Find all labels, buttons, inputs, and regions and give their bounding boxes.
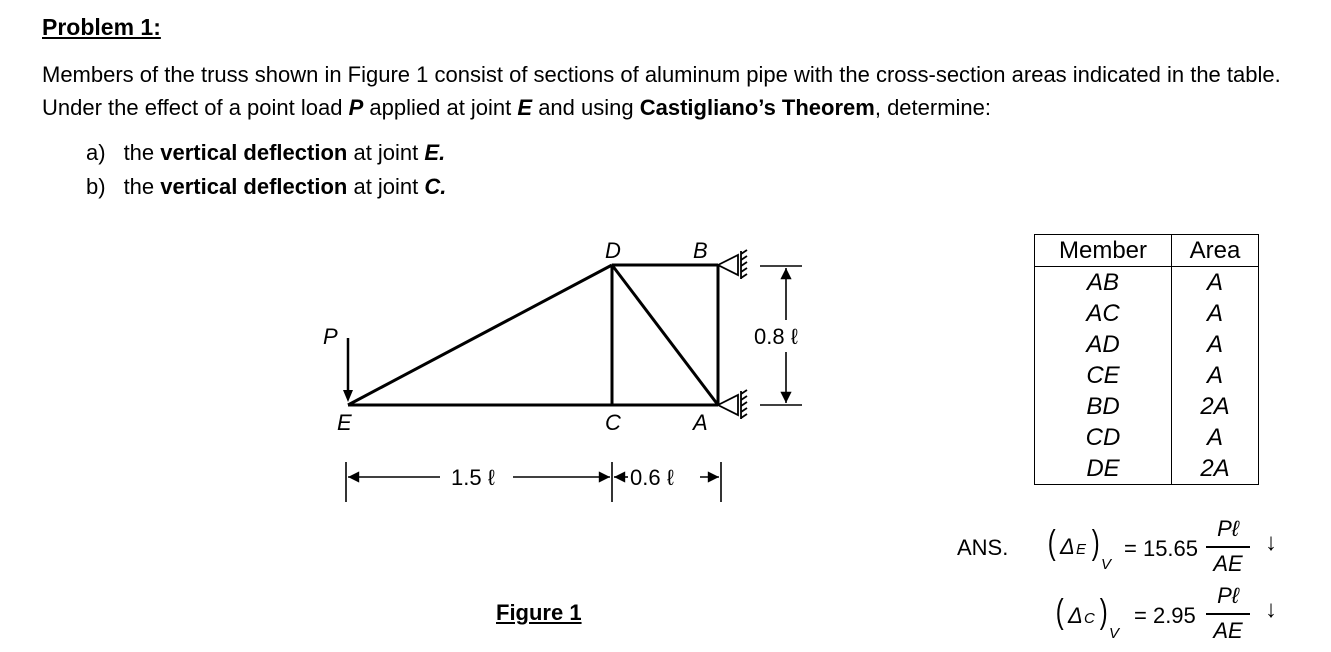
figure-caption: Figure 1 [496, 600, 582, 625]
fraction-bar [1206, 613, 1250, 615]
cell-area: 2A [1172, 453, 1259, 485]
down-arrow-icon: ↓ [1265, 529, 1277, 556]
table-row [1035, 298, 1259, 329]
paren-open: ( [1047, 524, 1056, 562]
cell-area: 2A [1172, 391, 1259, 422]
fraction-denominator: AE [1213, 551, 1243, 576]
cell-area: A [1172, 360, 1259, 391]
item-text: at joint [347, 174, 425, 199]
intro-text-1: Members of the truss shown in Figure 1 consist of sections of aluminum pipe with the cross-section areas indicated in the table. Under the effect of a point load [42, 62, 1281, 120]
fraction-numerator: Pℓ [1217, 583, 1239, 608]
dim-label-2: 0.6 ℓ [630, 465, 674, 490]
intro-text-4: , determine: [874, 95, 992, 120]
item-joint: C. [424, 174, 447, 199]
load-arrowhead-icon [343, 390, 353, 402]
member-DE [348, 265, 612, 405]
down-arrow-icon: ↓ [1265, 596, 1277, 623]
table-row [1035, 329, 1259, 360]
pin-support-icon [718, 250, 747, 279]
cell-member: AD [1035, 329, 1172, 360]
table-row [1035, 453, 1259, 485]
answer-c-value: = 2.95 [1134, 603, 1196, 628]
cell-member: AB [1035, 267, 1172, 299]
item-text: at joint [347, 140, 425, 165]
delta-symbol: Δ [1060, 534, 1075, 559]
member-area-table [1034, 234, 1259, 485]
problem-heading: Problem 1: [42, 14, 161, 40]
item-text: the [123, 140, 161, 165]
list-marker: a) [86, 140, 106, 165]
cell-area: A [1172, 298, 1259, 329]
pin-support-icon [718, 390, 747, 419]
table-row [1035, 391, 1259, 422]
delta-subscript: C [1084, 610, 1095, 627]
dim-label-1: 1.5 ℓ [451, 465, 495, 490]
delta-symbol: Δ [1068, 603, 1083, 628]
item-bold: vertical deflection [160, 140, 348, 165]
load-label-P: P [323, 324, 338, 349]
cell-member: DE [1035, 453, 1172, 485]
joint-symbol: E [517, 95, 533, 120]
table-row [1035, 422, 1259, 453]
paren-close: ) [1099, 593, 1108, 631]
fraction-denominator: AE [1213, 618, 1243, 643]
joint-label-D: D [605, 238, 621, 263]
fraction-numerator: Pℓ [1217, 516, 1239, 541]
answer-e-value: = 15.65 [1124, 536, 1199, 561]
cell-member: BD [1035, 391, 1172, 422]
cell-member: CD [1035, 422, 1172, 453]
fraction-bar [1206, 546, 1250, 548]
answer-label: ANS. [957, 535, 1009, 560]
intro-text-2: applied at joint [363, 95, 518, 120]
cell-area: A [1172, 422, 1259, 453]
v-subscript: V [1109, 625, 1120, 642]
joint-label-B: B [693, 238, 708, 263]
cell-area: A [1172, 329, 1259, 360]
joint-label-E: E [337, 410, 352, 435]
theorem-name: Castigliano’s Theorem [639, 95, 875, 120]
dim-label-vertical: 0.8 ℓ [754, 324, 798, 349]
intro-text-3: and using [532, 95, 640, 120]
item-joint: E. [424, 140, 446, 165]
table-header-member: Member [1035, 235, 1172, 267]
member-AD [612, 265, 718, 405]
paren-open: ( [1055, 593, 1064, 631]
table-row [1035, 267, 1259, 299]
v-subscript: V [1101, 556, 1112, 573]
table-header-area: Area [1172, 235, 1259, 267]
paren-close: ) [1091, 524, 1100, 562]
item-bold: vertical deflection [160, 174, 348, 199]
delta-subscript: E [1076, 541, 1087, 558]
list-marker: b) [86, 174, 106, 199]
joint-label-A: A [693, 410, 708, 435]
cell-member: AC [1035, 298, 1172, 329]
cell-area: A [1172, 267, 1259, 299]
cell-member: CE [1035, 360, 1172, 391]
load-symbol: P [348, 95, 364, 120]
table-row [1035, 360, 1259, 391]
item-text: the [123, 174, 161, 199]
joint-label-C: C [605, 410, 621, 435]
